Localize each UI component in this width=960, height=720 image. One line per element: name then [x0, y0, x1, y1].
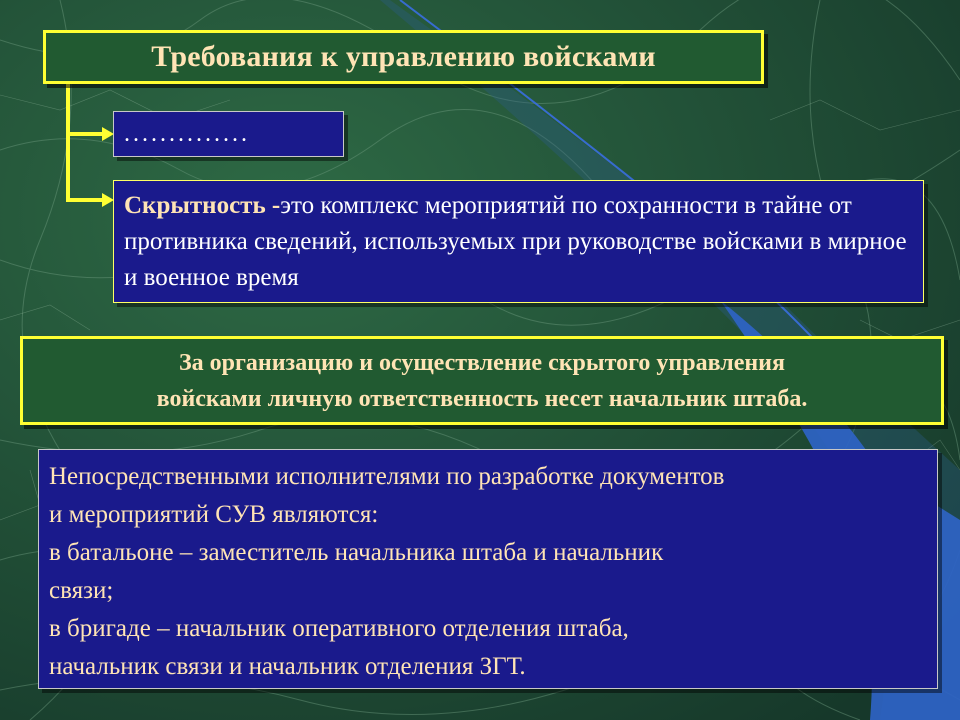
executors-line: связи; — [49, 577, 114, 604]
placeholder-item-text: .............. — [124, 120, 250, 147]
definition-box — [113, 180, 924, 303]
placeholder-item-box — [113, 111, 344, 157]
executors-line: Непосредственными исполнителями по разработке документов — [49, 463, 725, 490]
executors-box — [38, 449, 938, 689]
executors-line: начальник связи и начальник отделения ЗГТ. — [49, 653, 526, 680]
executors-line: в бригаде – начальник оперативного отделения штаба, — [49, 615, 629, 642]
executors-line: и мероприятий СУВ являются: — [49, 501, 379, 528]
title-box — [43, 30, 764, 84]
executors-line: в батальоне – заместитель начальника штаба и начальник — [49, 539, 664, 566]
responsibility-text — [157, 345, 808, 417]
definition-text: это комплекс мероприятий по сохранности в тайне от противника сведений, используемых при руководстве войсками в мирное и военное время — [124, 192, 907, 291]
responsibility-box — [20, 336, 944, 425]
page-title: Требования к управлению войсками — [151, 40, 656, 73]
responsibility-line: войсками личную ответственность несет начальник штаба. — [156, 385, 808, 412]
responsibility-line: За организацию и осуществление скрытого управления — [178, 349, 785, 376]
definition-term: Скрытность - — [124, 192, 281, 219]
